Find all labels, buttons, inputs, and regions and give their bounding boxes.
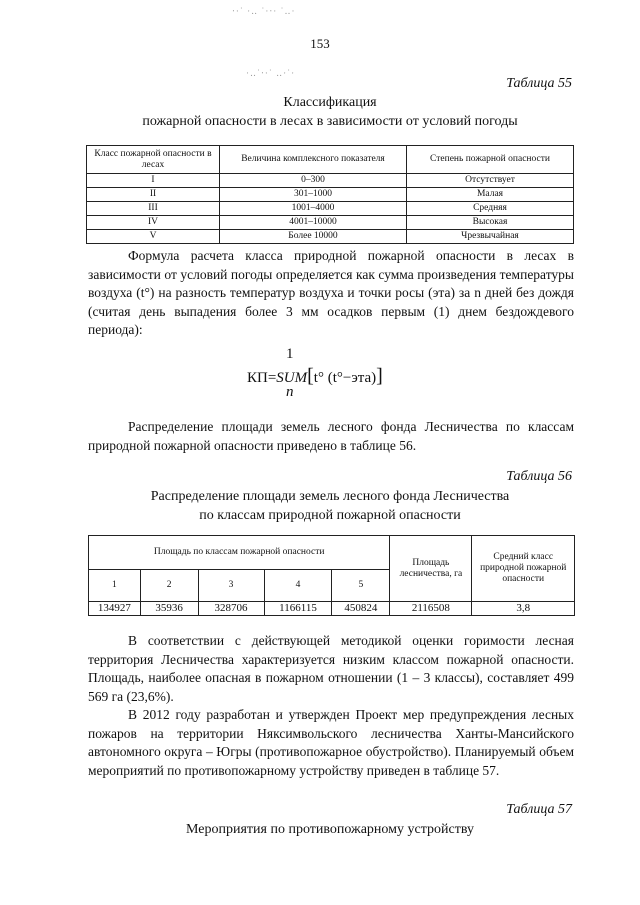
table55-header-class: Класс пожарной опасности в лесах xyxy=(87,146,220,174)
table-cell: Высокая xyxy=(407,216,574,230)
table-cell: 301–1000 xyxy=(220,188,407,202)
table55-header-row xyxy=(87,146,574,174)
table55-title-line2: пожарной опасности в лесах в зависимости от условий погоды xyxy=(142,114,518,129)
paragraph-text: Распределение площади земель лесного фонда Лесничества по классам природной пожарной опасности приведено в таблице 56. xyxy=(88,419,574,453)
paragraph-fire-hazard-summary xyxy=(88,632,574,706)
table56-label: Таблица 56 xyxy=(506,469,572,484)
table-cell: Более 10000 xyxy=(220,230,407,244)
table-cell: 134927 xyxy=(89,602,141,616)
table-cell: 3,8 xyxy=(472,602,575,616)
formula-expression xyxy=(247,365,383,388)
table-row xyxy=(87,202,574,216)
table55-header-degree: Степень пожарной опасности xyxy=(407,146,574,174)
table-row xyxy=(87,188,574,202)
table-cell: 1 xyxy=(89,570,141,602)
table-row xyxy=(87,174,574,188)
formula-denominator: n xyxy=(286,384,294,400)
formula-numerator: 1 xyxy=(286,346,294,362)
formula-function: SUM xyxy=(276,370,308,386)
table-row xyxy=(89,602,575,616)
table-cell: 1166115 xyxy=(264,602,332,616)
table55-title-line1: Классификация xyxy=(283,95,377,110)
table-cell: 4001–10000 xyxy=(220,216,407,230)
paragraph-text: В 2012 году разработан и утвержден Проект мер предупреждения лесных пожаров на территории Няксимвольского лесничества Ханты-Мансийского автономного округа – Югры (противопожарное обустройство). Планируемый объем мероприятий по противопожарному устройству приведен в таблице 57. xyxy=(88,707,574,778)
formula-bracket-left: [ xyxy=(307,365,314,387)
table-cell: IV xyxy=(87,216,220,230)
paragraph-text: Формула расчета класса природной пожарной опасности в лесах в зависимости от условий погоды определяется как сумма произведения температуры воздуха (t°) на разность температур воздуха и точки росы (эта) за n дней без дождя (считая день выпадения более 3 мм осадков первым (1) днем бездождевого периода): xyxy=(88,248,574,337)
table56-header-row xyxy=(89,536,575,570)
table-cell: Чрезвычайная xyxy=(407,230,574,244)
table-cell: I xyxy=(87,174,220,188)
formula-body: t° (t°−эта) xyxy=(313,370,377,386)
paragraph-project-2012 xyxy=(88,706,574,780)
table56-avg-header: Средний класс природной пожарной опасности xyxy=(472,536,575,602)
table-cell: Средняя xyxy=(407,202,574,216)
table57-title: Мероприятия по противопожарному устройству xyxy=(186,822,474,837)
table-cell: Отсутствует xyxy=(407,174,574,188)
table56-title-line1: Распределение площади земель лесного фонда Лесничества xyxy=(150,489,510,504)
table55-header-value: Величина комплексного показателя xyxy=(220,146,407,174)
table55 xyxy=(86,145,574,244)
scan-noise-top: ‧·˙ ·‥ ˙·‧· ˙‥· xyxy=(232,6,296,16)
paragraph-formula-description xyxy=(88,247,574,340)
table55-label: Таблица 55 xyxy=(506,76,572,91)
table-cell: 0–300 xyxy=(220,174,407,188)
table-cell: V xyxy=(87,230,220,244)
table-row xyxy=(87,216,574,230)
table-cell: 328706 xyxy=(198,602,264,616)
formula-bracket-right: ] xyxy=(376,365,383,387)
table-cell: Малая xyxy=(407,188,574,202)
page-number: 153 xyxy=(310,36,330,51)
table-cell: 2 xyxy=(140,570,198,602)
table-cell: 5 xyxy=(332,570,390,602)
table56 xyxy=(88,535,575,616)
table56-group-header: Площадь по классам пожарной опасности xyxy=(89,536,390,570)
table56-title-line2: по классам природной пожарной опасности xyxy=(199,508,461,523)
table-cell: III xyxy=(87,202,220,216)
table-cell: 3 xyxy=(198,570,264,602)
table-cell: II xyxy=(87,188,220,202)
table-cell: 1001–4000 xyxy=(220,202,407,216)
table-cell: 450824 xyxy=(332,602,390,616)
table-cell: 2116508 xyxy=(390,602,472,616)
table57-label: Таблица 57 xyxy=(506,802,572,817)
table56-area-header: Площадь лесничества, га xyxy=(390,536,472,602)
table-cell: 4 xyxy=(264,570,332,602)
formula-lhs: КП= xyxy=(247,370,277,386)
table-cell: 35936 xyxy=(140,602,198,616)
scan-noise-middle: ·‥˙‧·˙ ‥·˙· xyxy=(246,68,296,78)
table-row xyxy=(87,230,574,244)
paragraph-text: В соответствии с действующей методикой оценки горимости лесная территория Лесничества характеризуется низким классом пожарной опасности. Площадь, наиболее опасная в пожарном отношении (1 – 3 классы), составляет 499 569 га (23,6%). xyxy=(88,633,574,704)
paragraph-table56-reference xyxy=(88,418,574,455)
